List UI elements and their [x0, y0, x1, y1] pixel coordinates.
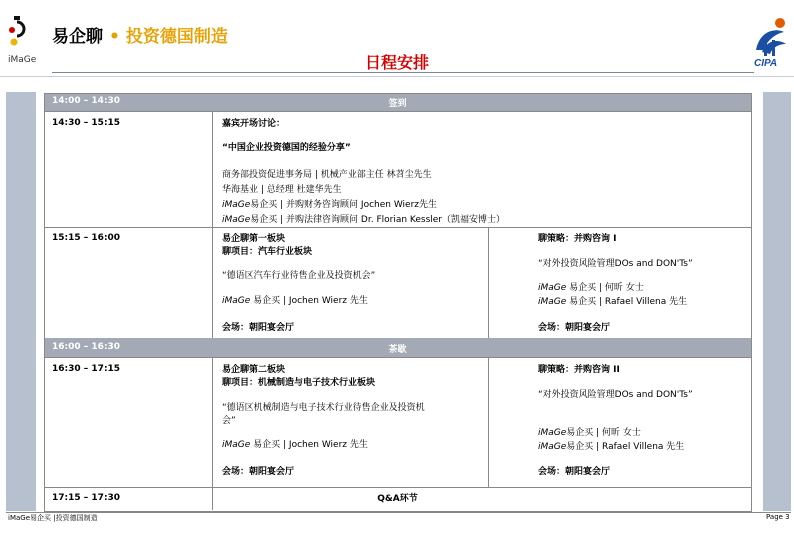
row-block-one — [44, 227, 751, 338]
session-title: 聊策略：并购咨询 II — [538, 365, 620, 375]
speaker-line: iMaGe易企买 | Rafael Villena 先生 — [538, 442, 685, 452]
title-accent: 投资德国制造 — [125, 27, 228, 47]
venue-line: 会场：朝阳宴会厅 — [222, 467, 295, 477]
row-block-two — [44, 357, 751, 488]
title-dot: • — [109, 27, 120, 47]
session-title: 嘉宾开场讨论： — [222, 119, 286, 129]
title-prefix: 易企聊 — [52, 27, 103, 47]
schedule-table — [44, 93, 751, 511]
left-decor-bar — [6, 92, 36, 511]
session-topic: “中国企业投资德国的经验分享” — [222, 143, 351, 153]
session-subtitle: 聊项目：机械制造与电子技术行业板块 — [222, 378, 376, 388]
speaker-line: 商务部投资促进事务局 | 机械产业部主任 林苕尘先生 — [222, 170, 432, 180]
page-heading: 日程安排 — [364, 53, 429, 72]
page-title — [52, 22, 228, 47]
session-topic-cont: 会” — [222, 416, 236, 426]
row-checkin — [44, 93, 751, 111]
row-time: 14:00 – 14:30 — [52, 96, 121, 106]
session-title: 易企聊第二板块 — [222, 365, 286, 375]
row-qa — [44, 487, 751, 511]
logo-text: iMaGe — [8, 55, 37, 65]
session-column-divider — [488, 227, 489, 338]
speaker-line: iMaGe 易企买 | Jochen Wierz 先生 — [222, 440, 368, 450]
footer-brand: iMaGe易企买 |投资德国制造 — [8, 514, 98, 522]
speaker-line: iMaGe 易企买 | Rafael Villena 先生 — [538, 297, 688, 307]
row-time: 17:15 – 17:30 — [52, 493, 121, 503]
row-time: 14:30 – 15:15 — [52, 118, 121, 128]
speaker-line: iMaGe易企买 | 何昕 女士 — [538, 428, 641, 438]
session-topic: “对外投资风险管理DOs and DON'Ts” — [538, 259, 693, 269]
row-label: 茶歇 — [388, 345, 407, 355]
right-decor-bar — [763, 92, 791, 511]
header-divider-secondary — [0, 76, 794, 77]
row-time: 16:30 – 17:15 — [52, 364, 121, 374]
time-column-divider — [212, 357, 213, 510]
row-tea-break — [44, 338, 751, 357]
speaker-line: iMaGe易企买 | 并购财务咨询顾问 Jochen Wierz先生 — [222, 200, 437, 210]
header-divider — [52, 72, 754, 73]
speaker-line: iMaGe 易企买 | Jochen Wierz 先生 — [222, 296, 368, 306]
image-logo-icon — [8, 16, 26, 48]
cipa-text: CIPA — [754, 58, 778, 68]
venue-line: 会场：朝阳宴会厅 — [222, 323, 295, 333]
row-label: Q&A环节 — [377, 494, 418, 504]
venue-line: 会场：朝阳宴会厅 — [538, 323, 611, 333]
session-title: 聊策略：并购咨询 I — [538, 234, 617, 244]
session-topic: “德语区机械制造与电子技术行业待售企业及投资机 — [222, 403, 425, 413]
session-topic: “德语区汽车行业待售企业及投资机会” — [222, 271, 376, 281]
time-column-divider — [212, 111, 213, 338]
cipa-logo-icon — [750, 16, 790, 68]
session-column-divider — [488, 357, 489, 487]
row-time: 15:15 – 16:00 — [52, 233, 121, 243]
session-subtitle: 聊项目：汽车行业板块 — [222, 247, 313, 257]
session-topic: “对外投资风险管理DOs and DON'Ts” — [538, 390, 693, 400]
speaker-line: iMaGe易企买 | 并购法律咨询顾问 Dr. Florian Kessler（凯福安博士） — [222, 215, 506, 225]
speaker-line: iMaGe 易企买 | 何昕 女士 — [538, 283, 644, 293]
row-opening-discussion — [44, 111, 751, 228]
page-number: Page 3 — [766, 513, 790, 521]
row-time: 16:00 – 16:30 — [52, 342, 121, 352]
footer-divider — [6, 512, 791, 513]
speaker-line: 华海基业 | 总经理 杜建华先生 — [222, 185, 342, 195]
session-title: 易企聊第一板块 — [222, 234, 286, 244]
venue-line: 会场：朝阳宴会厅 — [538, 467, 611, 477]
row-label: 签到 — [388, 99, 407, 109]
